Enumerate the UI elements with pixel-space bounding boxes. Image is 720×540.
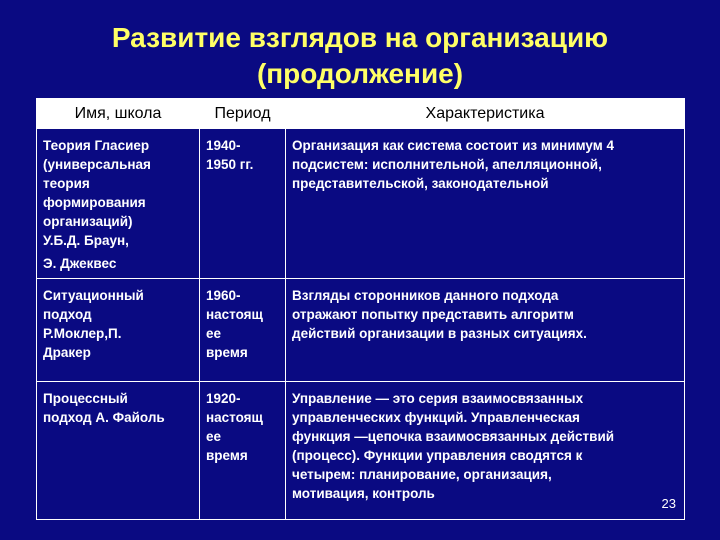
cell-line: Э. Джеквес — [43, 256, 117, 271]
cell-line: функция —цепочка взаимосвязанных действий — [292, 429, 615, 444]
cell-line: (универсальная — [43, 157, 151, 172]
cell-line: 1920- — [206, 391, 241, 406]
cell-line: Процессный — [43, 391, 128, 406]
cell-period — [200, 279, 286, 382]
title-line-2: (продолжение) — [256, 58, 464, 89]
cell-name — [37, 382, 200, 520]
cell-line: настоящ — [206, 410, 263, 425]
cell-line: управленческих функций. Управленческая — [292, 410, 580, 425]
cell-line: Организация как система состоит из минимум 4 — [292, 138, 615, 153]
cell-line: мотивация, контроль — [292, 486, 435, 501]
cell-line: Управление — это серия взаимосвязанных — [292, 391, 584, 406]
cell-line: У.Б.Д. Браун, — [43, 233, 129, 248]
cell-line: представительской, законодательной — [292, 176, 549, 191]
cell-period — [200, 129, 286, 279]
table-row — [37, 129, 685, 279]
cell-line: Р.Моклер,П. — [43, 326, 122, 341]
cell-line: организаций) — [43, 214, 133, 229]
cell-line: время — [206, 345, 248, 360]
header-characteristic: Характеристика — [286, 99, 685, 129]
cell-line: ее — [206, 326, 222, 341]
cell-line: Теория Гласиер — [43, 138, 150, 153]
cell-line: 1950 гг. — [206, 157, 254, 172]
cell-line: Ситуационный — [43, 288, 144, 303]
cell-line: подход — [43, 307, 92, 322]
table-row — [37, 382, 685, 520]
cell-name — [37, 279, 200, 382]
table-header-row — [37, 99, 685, 129]
cell-line: 1960- — [206, 288, 241, 303]
title-line-1: Развитие взглядов на организацию — [111, 22, 609, 53]
cell-line: время — [206, 448, 248, 463]
cell-line: подсистем: исполнительной, апелляционной, — [292, 157, 602, 172]
slide-title — [0, 20, 720, 92]
cell-name — [37, 129, 200, 279]
cell-period — [200, 382, 286, 520]
history-table — [36, 98, 685, 520]
cell-line: четырем: планирование, организация, — [292, 467, 552, 482]
cell-line: действий организации в разных ситуациях. — [292, 326, 587, 341]
cell-line: отражают попытку представить алгоритм — [292, 307, 574, 322]
cell-line: ее — [206, 429, 222, 444]
cell-line: подход А. Файоль — [43, 410, 165, 425]
cell-line: Дракер — [43, 345, 91, 360]
cell-description — [286, 129, 685, 279]
cell-line: Взгляды сторонников данного подхода — [292, 288, 559, 303]
table-row — [37, 279, 685, 382]
cell-line: 1940- — [206, 138, 241, 153]
header-name-school: Имя, школа — [37, 99, 200, 129]
cell-line: (процесс). Функции управления сводятся к — [292, 448, 583, 463]
cell-line: настоящ — [206, 307, 263, 322]
cell-line: теория — [43, 176, 90, 191]
cell-line: формирования — [43, 195, 146, 210]
header-period: Период — [200, 99, 286, 129]
cell-description — [286, 279, 685, 382]
page-number: 23 — [661, 496, 676, 511]
cell-description — [286, 382, 685, 520]
